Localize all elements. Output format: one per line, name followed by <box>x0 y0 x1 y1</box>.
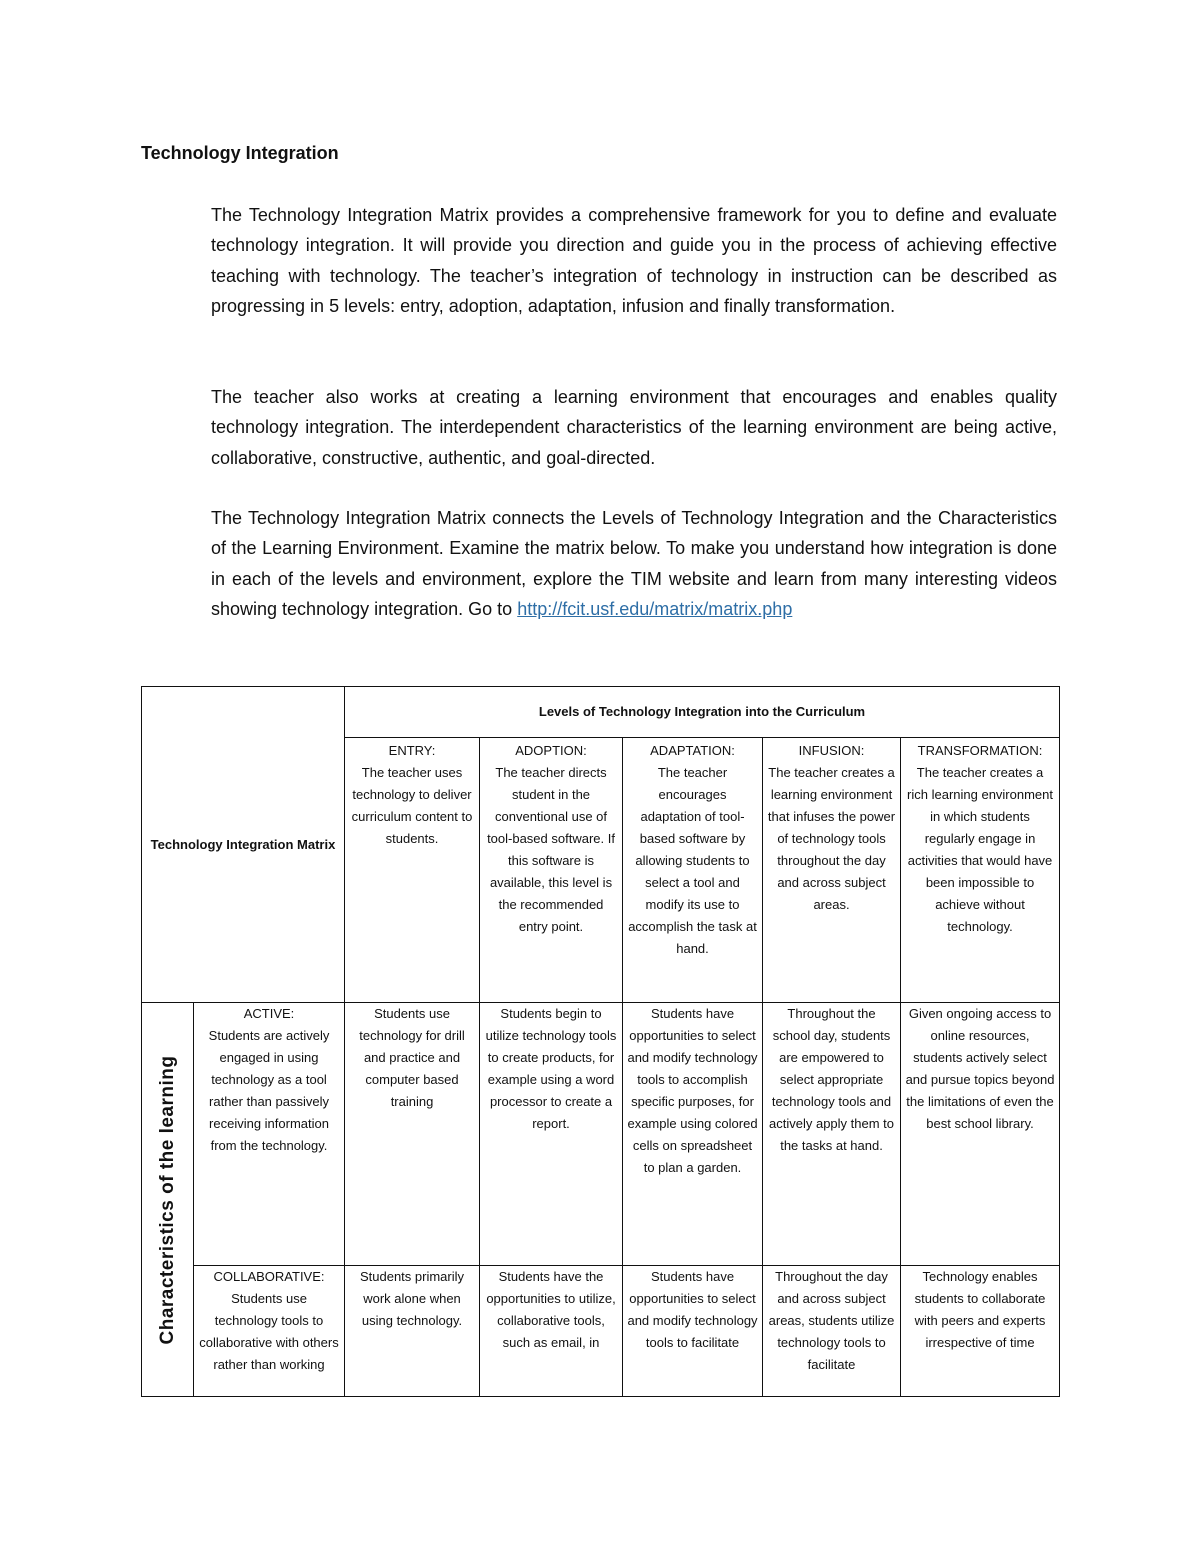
level-description: The teacher directs student in the conventional use of tool-based software. If this software is available, this level is the recommended entry point. <box>487 765 615 934</box>
level-adoption <box>480 738 623 1003</box>
level-name: ADOPTION: <box>515 743 587 758</box>
cell-text: Students have the opportunities to utilize, collaborative tools, such as email, in <box>486 1269 616 1350</box>
cell-text: Students begin to utilize technology tools to create products, for example using a word processor to create a report. <box>485 1006 617 1131</box>
matrix-cell <box>623 1266 763 1397</box>
environment-paragraph: The teacher also works at creating a learning environment that encourages and enables quality technology integration. The interdependent characteristics of the learning environment are being active, collaborative, constructive, authentic, and goal-directed. <box>211 387 1057 468</box>
matrix-cell <box>763 1266 901 1397</box>
cell-text: Throughout the school day, students are empowered to select appropriate technology tools and actively apply them to the tasks at hand. <box>769 1006 895 1153</box>
characteristic-description: Students are actively engaged in using technology as a tool rather than passively receiving information from the technology. <box>208 1028 330 1153</box>
matrix-cell <box>763 1003 901 1266</box>
levels-header <box>345 687 1060 738</box>
characteristics-side-header <box>142 1003 194 1397</box>
matrix-cell <box>901 1266 1060 1397</box>
matrix-cell <box>345 1266 480 1397</box>
level-name: ADAPTATION: <box>650 743 735 758</box>
level-description: The teacher uses technology to deliver curriculum content to students. <box>351 765 473 846</box>
matrix-title: Technology Integration Matrix <box>150 836 336 852</box>
technology-integration-matrix <box>141 686 1060 1397</box>
cell-text: Technology enables students to collaborate with peers and experts irrespective of time <box>914 1269 1046 1350</box>
matrix-cell <box>901 1003 1060 1266</box>
matrix-cell <box>480 1266 623 1397</box>
level-description: The teacher creates a rich learning environment in which students regularly engage in activities that would have been impossible to achieve without technology. <box>907 765 1053 934</box>
matrix-corner-label <box>142 687 345 1003</box>
table-row <box>142 1266 1060 1397</box>
level-name: INFUSION: <box>798 743 865 758</box>
levels-title: Levels of Technology Integration into the Curriculum <box>538 704 866 719</box>
characteristic-name: ACTIVE: <box>243 1006 295 1021</box>
page-heading: Technology Integration <box>141 143 339 163</box>
matrix-cell <box>623 1003 763 1266</box>
level-entry <box>345 738 480 1003</box>
characteristic-name: COLLABORATIVE: <box>213 1269 325 1284</box>
cell-text: Given ongoing access to online resources, students actively select and pursue topics beyond the limitations of even the best school library. <box>905 1006 1055 1131</box>
level-description: The teacher creates a learning environment that infuses the power of technology tools throughout the day and across subject areas. <box>767 765 896 912</box>
cell-text: Students use technology for drill and practice and computer based training <box>359 1006 465 1109</box>
matrix-cell <box>345 1003 480 1266</box>
characteristic-active <box>194 1003 345 1266</box>
intro-paragraph: The Technology Integration Matrix provides a comprehensive framework for you to define and evaluate technology integration. It will provide you direction and guide you in the process of achieving effective teaching with technology. The teacher’s integration of technology in instruction can be described as progressing in 5 levels: entry, adoption, adaptation, infusion and finally transformation. <box>211 205 1057 316</box>
cell-text: Students have opportunities to select and modify technology tools to accomplish specific purposes, for example using colored cells on spreadsheet to plan a garden. <box>627 1006 758 1175</box>
level-adaptation <box>623 738 763 1003</box>
cell-text: Students primarily work alone when using technology. <box>359 1269 465 1328</box>
characteristics-label: Characteristics of the learning <box>156 1055 178 1344</box>
level-name: ENTRY: <box>388 743 436 758</box>
matrix-paragraph <box>211 503 1057 624</box>
table-row <box>142 1003 1060 1266</box>
matrix-paragraph-text: The Technology Integration Matrix connects the Levels of Technology Integration and the Characteristics of the Learning Environment. Examine the matrix below. To make you understand how integration is done in each of the levels and environment, explore the TIM website and learn from many interesting videos showing technology integration. Go to <box>211 508 1057 619</box>
level-transformation <box>901 738 1060 1003</box>
level-name: TRANSFORMATION: <box>917 743 1043 758</box>
cell-text: Students have opportunities to select and modify technology tools to facilitate <box>627 1269 758 1350</box>
matrix-cell <box>480 1003 623 1266</box>
tim-website-link[interactable]: http://fcit.usf.edu/matrix/matrix.php <box>517 598 793 619</box>
characteristic-collaborative <box>194 1266 345 1397</box>
level-description: The teacher encourages adaptation of tool-based software by allowing students to select a tool and modify its use to accomplish the task at hand. <box>628 765 757 956</box>
level-infusion <box>763 738 901 1003</box>
cell-text: Throughout the day and across subject areas, students utilize technology tools to facilitate <box>768 1269 895 1372</box>
characteristic-description: Students use technology tools to collaborative with others rather than working <box>199 1291 339 1372</box>
